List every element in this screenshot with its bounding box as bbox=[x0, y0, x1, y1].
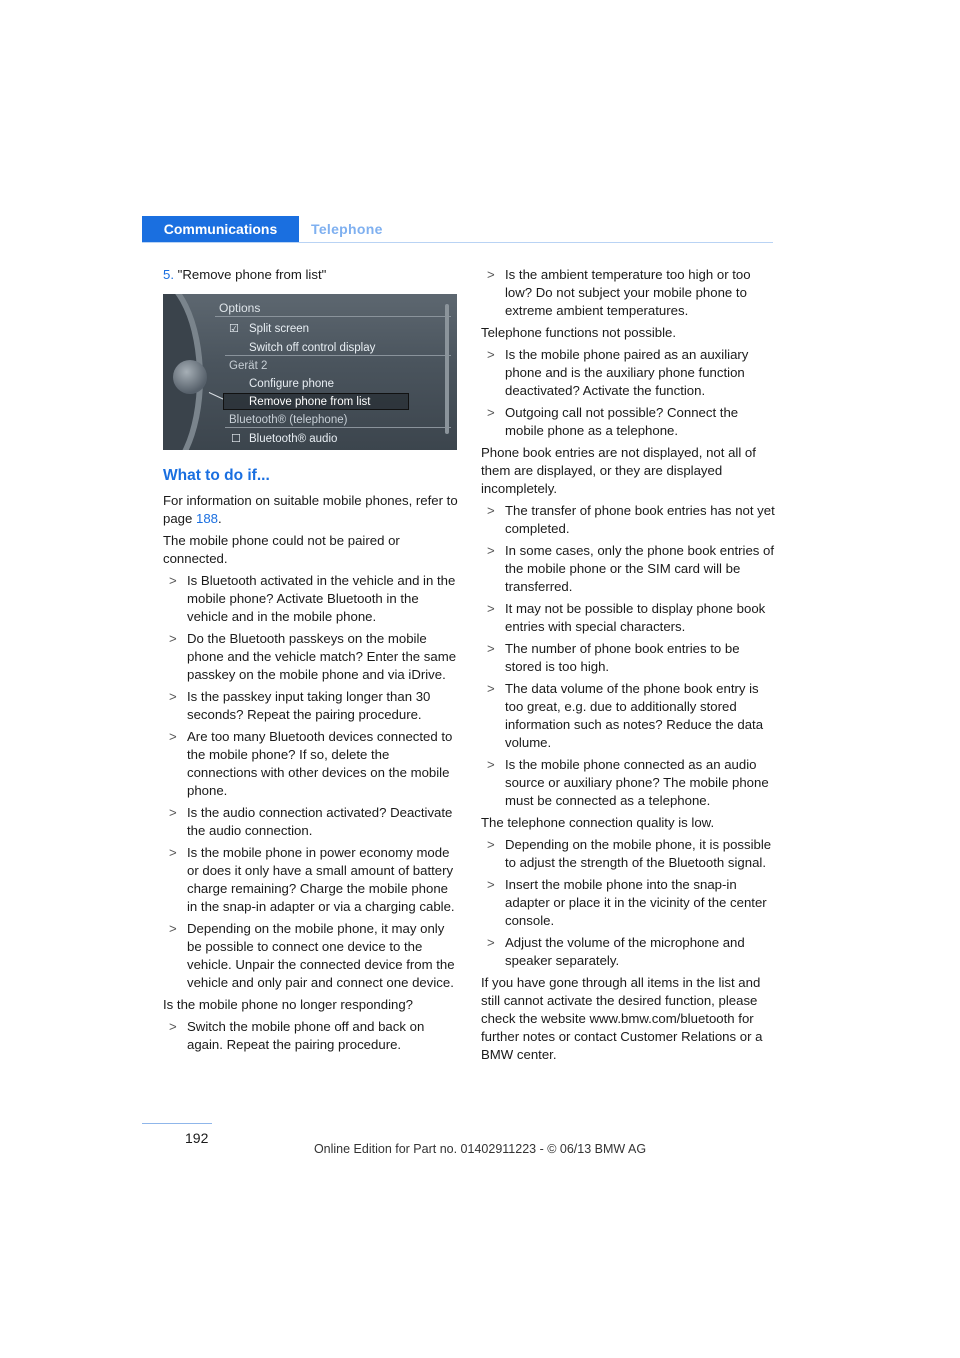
bullet-text: The number of phone book entries to be stored is too high. bbox=[505, 641, 740, 674]
bullet-marker-icon: > bbox=[487, 681, 495, 696]
screen-item-configure-phone: Configure phone bbox=[249, 378, 335, 390]
screen-item-bluetooth-telephone: Bluetooth® (telephone) bbox=[229, 414, 348, 426]
footer-rule bbox=[142, 1123, 212, 1124]
bullet-marker-icon: > bbox=[169, 729, 177, 744]
section-heading: What to do if... bbox=[163, 467, 270, 484]
bullet-text: The transfer of phone book entries has not yet completed. bbox=[505, 503, 775, 536]
intro-paragraph bbox=[163, 492, 458, 528]
problem-paragraph: The mobile phone could not be paired or connected. bbox=[163, 533, 400, 566]
bullet-text: Is the passkey input taking longer than 30 seconds? Repeat the pairing procedure. bbox=[187, 689, 431, 722]
bullet-list bbox=[481, 502, 776, 810]
bullet-text: Is the mobile phone connected as an audio source or auxiliary phone? The mobile phone must be connected as a telephone. bbox=[505, 757, 769, 808]
bullet-marker-icon: > bbox=[487, 543, 495, 558]
screen-item-remove-phone: Remove phone from list bbox=[249, 396, 371, 408]
problem-paragraph: Phone book entries are not displayed, not all of them are displayed, or they are displayed incompletely. bbox=[481, 445, 756, 496]
problem-paragraph: The telephone connection quality is low. bbox=[481, 815, 715, 830]
bullet-item bbox=[163, 1018, 458, 1054]
bullet-marker-icon: > bbox=[487, 347, 495, 362]
bullet-marker-icon: > bbox=[169, 845, 177, 860]
bullet-marker-icon: > bbox=[487, 405, 495, 420]
bullet-item bbox=[163, 728, 458, 800]
edition-note: Online Edition for Part no. 01402911223 - © 06/13 BMW AG bbox=[313, 1142, 647, 1156]
bullet-marker-icon: > bbox=[169, 805, 177, 820]
screen-item-split-screen: Split screen bbox=[249, 323, 310, 335]
bullet-text: Switch the mobile phone off and back on again. Repeat the pairing procedure. bbox=[187, 1019, 425, 1052]
bullet-text: Depending on the mobile phone, it is possible to adjust the strength of the Bluetooth signal. bbox=[505, 837, 772, 870]
screen-divider bbox=[225, 355, 451, 356]
right-column bbox=[481, 266, 776, 1068]
bullet-text: Are too many Bluetooth devices connected to the mobile phone? If so, delete the connections with other devices on the mobile phone. bbox=[187, 729, 453, 798]
pointer-line bbox=[209, 392, 224, 400]
bullet-item bbox=[163, 844, 458, 916]
bullet-item bbox=[163, 688, 458, 724]
screen-scrollbar bbox=[445, 304, 449, 434]
bullet-text: Depending on the mobile phone, it may only be possible to connect one device to the vehicle. Unpair the connected device from the vehicle and only pair and connect one device. bbox=[187, 921, 455, 990]
bullet-text: It may not be possible to display phone book entries with special characters. bbox=[505, 601, 766, 634]
bullet-marker-icon: > bbox=[487, 877, 495, 892]
bullet-text: Is the mobile phone paired as an auxiliary phone and is the auxiliary phone function deactivated? Activate the function. bbox=[505, 347, 749, 398]
bullet-item bbox=[481, 600, 776, 636]
bullet-marker-icon: > bbox=[169, 689, 177, 704]
bullet-item bbox=[163, 920, 458, 992]
bullet-item bbox=[163, 572, 458, 626]
page-number: 192 bbox=[185, 1130, 209, 1146]
step-number: 5. bbox=[163, 267, 174, 282]
bullet-item bbox=[481, 680, 776, 752]
intro-end: . bbox=[218, 511, 222, 526]
bullet-item bbox=[481, 346, 776, 400]
bullet-text: Is the mobile phone in power economy mode or does it only have a small amount of battery charge remaining? Charge the mobile phone in the snap-in adapter or via a charging cable. bbox=[187, 845, 455, 914]
bullet-marker-icon: > bbox=[169, 631, 177, 646]
bullet-item bbox=[481, 756, 776, 810]
bullet-text: Is Bluetooth activated in the vehicle and in the mobile phone? Activate Bluetooth in the vehicle and in the mobile phone. bbox=[187, 573, 456, 624]
bullet-item bbox=[163, 630, 458, 684]
step-text: "Remove phone from list" bbox=[177, 267, 327, 282]
problem-paragraph: Is the mobile phone no longer responding? bbox=[163, 997, 414, 1012]
screen-item-bluetooth-audio: Bluetooth® audio bbox=[249, 433, 338, 445]
header-rule bbox=[142, 242, 773, 243]
bullet-item bbox=[481, 836, 776, 872]
bullet-text: Do the Bluetooth passkeys on the mobile phone and the vehicle match? Enter the same passkey on the mobile phone and via iDrive. bbox=[187, 631, 457, 682]
bullet-list bbox=[481, 266, 776, 320]
bullet-list bbox=[481, 346, 776, 440]
bullet-item bbox=[481, 934, 776, 970]
bullet-item bbox=[481, 502, 776, 538]
section-tab-telephone: Telephone bbox=[311, 221, 383, 237]
bullet-marker-icon: > bbox=[169, 573, 177, 588]
bullet-text: Adjust the volume of the microphone and speaker separately. bbox=[505, 935, 745, 968]
bullet-item bbox=[481, 266, 776, 320]
bullet-list bbox=[481, 836, 776, 970]
page-header bbox=[142, 216, 773, 243]
bullet-item bbox=[481, 640, 776, 676]
intro-text: For information on suitable mobile phones, refer to page bbox=[163, 493, 458, 526]
screen-divider bbox=[225, 427, 451, 428]
bullet-marker-icon: > bbox=[487, 837, 495, 852]
bullet-text: Outgoing call not possible? Connect the mobile phone as a telephone. bbox=[505, 405, 739, 438]
bullet-list bbox=[163, 572, 458, 992]
screen-item-switch-off-display: Switch off control display bbox=[249, 342, 376, 354]
bullet-marker-icon: > bbox=[487, 935, 495, 950]
bullet-text: The data volume of the phone book entry is too great, e.g. due to additionally stored information such as notes? Reduce the data volume. bbox=[505, 681, 764, 750]
screen-options-title: Options bbox=[219, 301, 261, 315]
bullet-text: Is the audio connection activated? Deactivate the audio connection. bbox=[187, 805, 453, 838]
bullet-marker-icon: > bbox=[487, 503, 495, 518]
bullet-marker-icon: > bbox=[487, 601, 495, 616]
screen-divider bbox=[215, 316, 451, 317]
checkbox-unchecked-icon: ☐ bbox=[231, 433, 241, 445]
section-tab-communications: Communications bbox=[142, 216, 299, 242]
bullet-item bbox=[481, 876, 776, 930]
closing-paragraph: If you have gone through all items in the list and still cannot activate the desired function, please check the website www.bmw.com/bluetooth for further notes or contact Customer Relations or a BMW center. bbox=[481, 975, 763, 1062]
bullet-text: Insert the mobile phone into the snap-in adapter or place it in the vicinity of the center console. bbox=[505, 877, 767, 928]
bullet-item bbox=[481, 542, 776, 596]
bullet-marker-icon: > bbox=[487, 641, 495, 656]
bullet-marker-icon: > bbox=[169, 1019, 177, 1034]
screen-item-device-2: Gerät 2 bbox=[229, 360, 268, 372]
bullet-list bbox=[163, 1018, 458, 1054]
bullet-item bbox=[481, 404, 776, 440]
step-5 bbox=[163, 266, 458, 284]
problem-paragraph: Telephone functions not possible. bbox=[481, 325, 677, 340]
controller-knob-icon bbox=[173, 360, 207, 394]
bullet-item bbox=[163, 804, 458, 840]
bullet-marker-icon: > bbox=[487, 757, 495, 772]
bullet-text: In some cases, only the phone book entries of the mobile phone or the SIM card will be transferred. bbox=[505, 543, 775, 594]
left-column bbox=[163, 266, 458, 1058]
bullet-text: Is the ambient temperature too high or too low? Do not subject your mobile phone to extreme ambient temperatures. bbox=[505, 267, 751, 318]
page-reference-link[interactable]: 188 bbox=[196, 511, 219, 526]
idrive-options-screenshot bbox=[163, 294, 457, 450]
bullet-marker-icon: > bbox=[487, 267, 495, 282]
bullet-marker-icon: > bbox=[169, 921, 177, 936]
checkbox-checked-icon: ☑ bbox=[229, 323, 239, 335]
